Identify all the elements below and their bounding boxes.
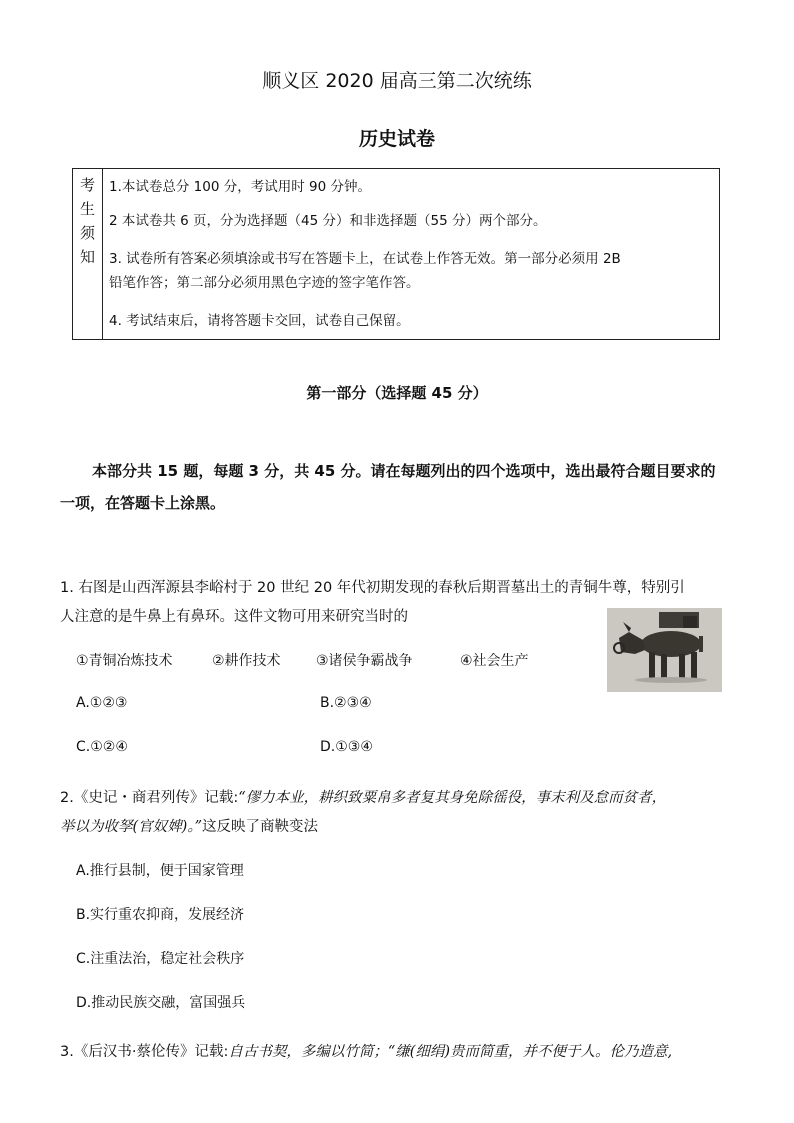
question-2-option-d: D.推动民族交融，富国强兵 <box>76 995 246 1011</box>
question-2-quote-cont: 举以为收孥(官奴婢)。” <box>60 819 202 835</box>
question-2-quote: “僇力本业，耕织致粟帛多者复其身免除徭役，事末利及怠而贫者， <box>238 790 667 806</box>
notice-item: 2 本试卷共 6 页，分为选择题（45 分）和非选择题（55 分）两个部分。 <box>109 213 547 229</box>
question-2-source: 2.《史记・商君列传》记载: <box>60 790 239 806</box>
exam-title: 顺义区 2020 届高三第二次统练 <box>262 70 532 92</box>
question-2-option-a: A.推行县制，便于国家管理 <box>76 863 244 879</box>
question-1-option-a: A.①②③ <box>76 695 128 711</box>
question-1-item: ②耕作技术 <box>212 653 281 669</box>
notice-item: 铅笔作答；第二部分必须用黑色字迹的签字笔作答。 <box>109 275 420 291</box>
notice-label-char: 须 <box>79 224 95 242</box>
question-1-stem: 1. 右图是山西浑源县李峪村于 20 世纪 20 年代初期发现的春秋后期晋墓出土的青铜牛尊，特别引 <box>60 580 685 596</box>
question-2-option-b: B.实行重农抑商，发展经济 <box>76 907 245 923</box>
question-2-stem <box>60 786 666 807</box>
bronze-ox-zun-image <box>607 608 722 692</box>
question-1-stem-cont: 人注意的是牛鼻上有鼻环。这件文物可用来研究当时的 <box>60 609 408 625</box>
question-2-stem-cont <box>60 815 318 836</box>
part-instructions-cont: 一项，在答题卡上涂黑。 <box>60 494 226 512</box>
question-3-quote: 自古书契，多编以竹简；“缣(细绢)贵而简重，并不便于人。伦乃造意, <box>228 1044 673 1060</box>
question-1-item: ③诸侯争霸战争 <box>316 653 413 669</box>
question-1-option-b: B.②③④ <box>320 695 372 711</box>
question-1-item: ①青铜冶炼技术 <box>76 653 173 669</box>
notice-label <box>73 169 103 339</box>
notice-label-char: 知 <box>79 248 95 266</box>
question-3-stem <box>60 1040 672 1061</box>
question-2-option-c: C.注重法治，稳定社会秩序 <box>76 951 245 967</box>
question-2-ask: 这反映了商鞅变法 <box>201 819 318 835</box>
exam-subtitle: 历史试卷 <box>358 128 435 150</box>
notice-label-char: 生 <box>79 200 95 218</box>
notice-box <box>72 168 720 340</box>
part-title: 第一部分（选择题 45 分） <box>306 384 488 402</box>
part-instructions: 本部分共 15 题，每题 3 分，共 45 分。请在每题列出的四个选项中，选出最符合题目要求的 <box>92 462 716 480</box>
notice-item: 3. 试卷所有答案必须填涂或书写在答题卡上，在试卷上作答无效。第一部分必须用 2B <box>109 251 621 267</box>
question-1-option-d: D.①③④ <box>320 739 373 755</box>
question-1-item: ④社会生产 <box>460 653 529 669</box>
notice-label-char: 考 <box>79 176 95 194</box>
question-1-option-c: C.①②④ <box>76 739 128 755</box>
notice-item: 1.本试卷总分 100 分，考试用时 90 分钟。 <box>109 179 371 195</box>
question-3-source: 3.《后汉书·蔡伦传》记载: <box>60 1044 229 1060</box>
notice-item: 4. 考试结束后，请将答题卡交回，试卷自己保留。 <box>109 313 410 329</box>
